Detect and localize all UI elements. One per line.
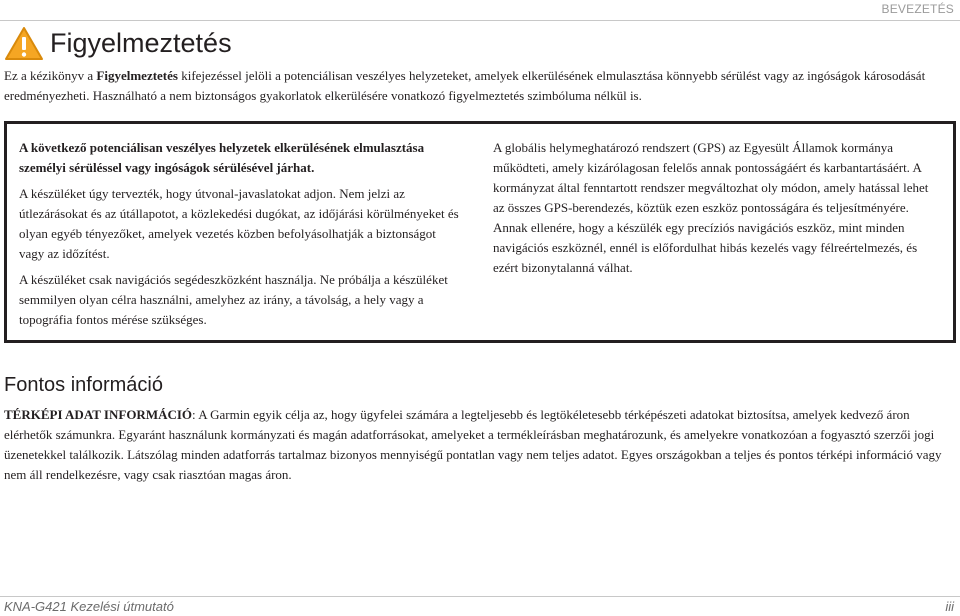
intro-paragraph [4, 66, 956, 106]
map-data-label: TÉRKÉPI ADAT INFORMÁCIÓ [4, 407, 193, 422]
intro-keyword: Figyelmeztetés [96, 68, 178, 83]
warning-lead: A következő potenciálisan veszélyes helyzetek elkerülésének elmulasztása személyi sérüléssel vagy ingóságok sérülésével járhat. [19, 140, 425, 175]
warning-box [4, 121, 956, 343]
intro-text-start: Ez a kézikönyv a [4, 68, 97, 83]
intro-text-end: kifejezéssel jelöli a potenciálisan veszélyes helyzeteket, amelyek elkerülésének elmulasztása könnyebb sérülést vagy az ingóságok károsodását eredményezheti. Használható a nem biztonságos gyakorlatok elkerülésére vonatkozó figyelmeztetés szimbóluma nélkül is. [4, 68, 926, 103]
warning-navigation-paragraph: A készüléket csak navigációs segédeszközként használja. Ne próbálja a készüléket semmilyen olyan célra használni, amelyhez az irány, a távolság, a hely vagy a topográfia fontos mérése szükséges. [19, 272, 448, 327]
section-title: Fontos információ [4, 374, 163, 396]
warning-triangle-icon [4, 26, 44, 62]
manual-name: KNA-G421 Kezelési útmutató [4, 599, 174, 614]
warning-right-column [493, 138, 939, 284]
map-data-text: : A Garmin egyik célja az, hogy ügyfelei számára a legteljesebb és legtökéletesebb térképészeti adatokat biztosítsa, amelyek kedvező áron elérhetők számunkra. Egyaránt használunk kormányzati és magán adatforrásokat, amelyeket a termékleírásban meghatározunk, és amelyekre vonatkozóan a fogyasztó szerzői jogi üzenetekkel találkozik. Látszólag minden adatforrás tartalmaz bizonyos mennyiségű pontatlan vagy nem teljes adatot. Egyes országokban a teljes és pontos térképi információ vagy nem áll rendelkezésre, vagy csak riasztóan magas áron. [4, 407, 942, 482]
map-data-paragraph [4, 405, 956, 485]
warning-gps-paragraph: A globális helymeghatározó rendszert (GPS) az Egyesült Államok kormánya működteti, amely kizárólagosan felelős annak pontosságáért és karbantartásáért. A kormányzat által fenntartott rendszer megváltozhat oly módon, amely hatással lehet az összes GPS-berendezés, köztük ezen eszköz pontosságára és teljesítményére. Annak ellenére, hogy a készülék egy precíziós navigációs eszköz, mint minden navigációs eszköznél, ennél is előfordulhat hibás kezelés vagy félreértelmezés, és ezért bizonytalanná válhat. [493, 140, 929, 275]
header-divider [0, 20, 960, 21]
page-title: Figyelmeztetés [50, 28, 232, 58]
page-number: iii [945, 599, 954, 614]
section-label: BEVEZETÉS [881, 2, 954, 16]
warning-left-column [19, 138, 459, 336]
warning-route-paragraph: A készüléket úgy tervezték, hogy útvonal-javaslatokat adjon. Nem jelzi az útlezárásokat és az útállapotot, a közlekedési dugókat, az időjárási körülményeket és olyan egyéb tényezőket, amelyek vezetés közben befolyásolhatják a biztonságot vagy az időzítést. [19, 186, 459, 261]
footer-divider [0, 596, 960, 597]
